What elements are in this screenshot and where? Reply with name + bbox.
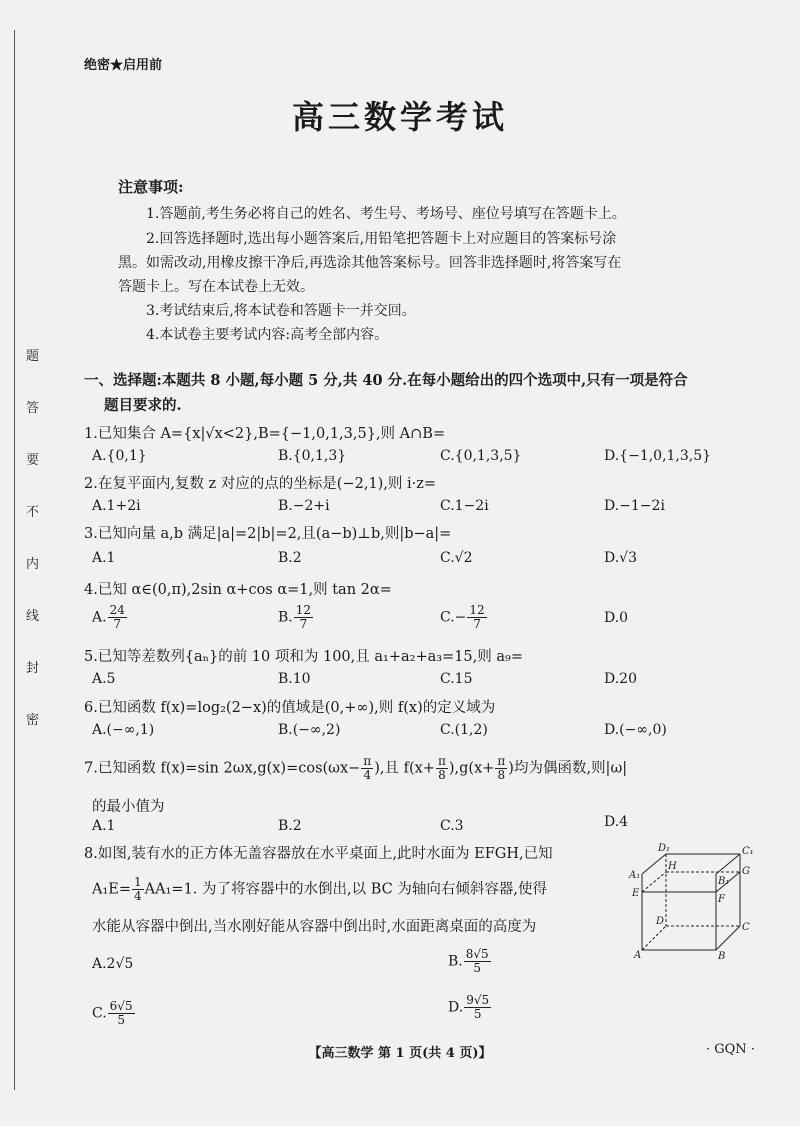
vertex-label: D [656, 916, 665, 927]
page-title: 高三数学考试 [291, 98, 508, 136]
vertex-label: B [718, 951, 726, 962]
option-d: D.{−1,0,1,3,5} [604, 448, 712, 464]
option-d: D.(−∞,0) [604, 722, 667, 738]
option-d: D.−1−2i [604, 498, 665, 514]
option-b: B.2 [278, 818, 302, 834]
option-d: D.0 [604, 610, 629, 626]
option-d: D.20 [604, 671, 637, 687]
cube-figure [628, 842, 764, 964]
binding-line [14, 30, 15, 1090]
option-c: C.{0,1,3,5} [440, 448, 522, 464]
vertex-label: A [634, 950, 642, 961]
secret-mark: 绝密★启用前 [84, 58, 163, 73]
margin-char: 密 [26, 713, 40, 728]
option-b: B.10 [278, 671, 311, 687]
margin-char: 要 [26, 453, 40, 468]
margin-char: 题 [26, 349, 40, 364]
note-line: 答题卡上。写在本试卷上无效。 [118, 279, 314, 295]
note-line: 4.本试卷主要考试内容:高考全部内容。 [146, 327, 389, 343]
question-7: 7.已知函数 f(x)=sin 2ωx,g(x)=cos(ωx− $\frac{\pi}{4}$ ),且 f(x+ $\frac{\pi}{8}$ ),g(x+ $\frac{\pi}{8}$ )均为偶函数,则|ω| [84, 754, 628, 782]
option-c: C.(1,2) [440, 722, 488, 738]
note-line: 2.回答选择题时,选出每小题答案后,用铅笔把答题卡上对应题目的答案标号涂 [146, 231, 617, 247]
note-line: 1.答题前,考生务必将自己的姓名、考生号、考场号、座位号填写在答题卡上。 [146, 206, 626, 222]
notes-heading: 注意事项: [118, 178, 184, 196]
option-c: C. $\frac{6√5}{5}$ [92, 999, 133, 1027]
option-b: B.2 [278, 550, 302, 566]
option-b: B.{0,1,3} [278, 448, 347, 464]
option-b: B. $\frac{12}{7}$ [278, 603, 312, 631]
option-a: A.{0,1} [92, 448, 147, 464]
vertex-label: C₁ [742, 846, 754, 857]
option-a: A. $\frac{24}{7}$ [92, 603, 125, 631]
margin-char: 答 [26, 401, 40, 416]
note-line: 黑。如需改动,用橡皮擦干净后,再选涂其他答案标号。回答非选择题时,将答案写在 [118, 255, 622, 271]
margin-char: 不 [26, 505, 40, 520]
option-c: C.− $\frac{12}{7}$ [440, 603, 485, 631]
section-heading: 一、选择题:本题共 8 小题,每小题 5 分,共 40 分.在每小题给出的四个选项中,只有一项是符合 [84, 372, 688, 389]
vertex-label: A₁ [629, 870, 641, 881]
margin-char: 线 [26, 609, 40, 624]
question-4: 4.已知 α∈(0,π),2sin α+cos α=1,则 tan 2α= [84, 582, 392, 598]
vertex-label: H [668, 861, 677, 872]
question-8: 8.如图,装有水的正方体无盖容器放在水平桌面上,此时水面为 EFGH,已知 [84, 846, 553, 862]
option-c: C.15 [440, 671, 473, 687]
paper-code: · GQN · [706, 1042, 755, 1057]
question-8-cont: 水能从容器中倒出,当水刚好能从容器中倒出时,水面距离桌面的高度为 [92, 919, 537, 935]
option-a: A.2√5 [92, 956, 134, 972]
option-a: A.1 [92, 818, 116, 834]
question-3: 3.已知向量 a,b 满足|a|=2|b|=2,且(a−b)⊥b,则|b−a|= [84, 526, 452, 542]
option-c: C.√2 [440, 550, 473, 566]
question-7-cont: 的最小值为 [92, 799, 165, 815]
option-d: D.4 [604, 814, 629, 830]
note-line: 3.考试结束后,将本试卷和答题卡一并交回。 [146, 303, 416, 319]
question-1: 1.已知集合 A={x|√x<2},B={−1,0,1,3,5},则 A∩B= [84, 426, 446, 442]
vertex-label: F [718, 894, 725, 905]
option-a: A.1 [92, 550, 116, 566]
option-c: C.1−2i [440, 498, 489, 514]
option-b: B.−2+i [278, 498, 330, 514]
vertex-label: D₁ [658, 843, 671, 854]
question-2: 2.在复平面内,复数 z 对应的点的坐标是(−2,1),则 i·z= [84, 476, 437, 492]
vertex-label: G [742, 866, 750, 877]
margin-char: 内 [26, 557, 40, 572]
question-5: 5.已知等差数列{aₙ}的前 10 项和为 100,且 a₁+a₂+a₃=15,则 a₉= [84, 649, 523, 665]
option-a: A.5 [92, 671, 116, 687]
option-b: B.(−∞,2) [278, 722, 341, 738]
option-a: A.1+2i [92, 498, 141, 514]
margin-char: 封 [26, 661, 40, 676]
vertex-label: E [632, 888, 640, 899]
vertex-label: B₁ [718, 876, 730, 887]
section-heading-cont: 题目要求的. [104, 397, 182, 414]
option-b: B. $\frac{8√5}{5}$ [448, 947, 489, 975]
option-d: D. $\frac{9√5}{5}$ [448, 993, 490, 1021]
option-d: D.√3 [604, 550, 638, 566]
option-c: C.3 [440, 818, 464, 834]
question-6: 6.已知函数 f(x)=log₂(2−x)的值域是(0,+∞),则 f(x)的定义域为 [84, 700, 496, 716]
option-a: A.(−∞,1) [92, 722, 155, 738]
question-8-cont: A₁E= $\frac{1}{4}$ AA₁=1. 为了将容器中的水倒出,以 BC 为轴向右倾斜容器,使得 [92, 875, 547, 903]
page-footer: 【高三数学 第 1 页(共 4 页)】 [308, 1046, 492, 1061]
vertex-label: C [742, 922, 750, 933]
